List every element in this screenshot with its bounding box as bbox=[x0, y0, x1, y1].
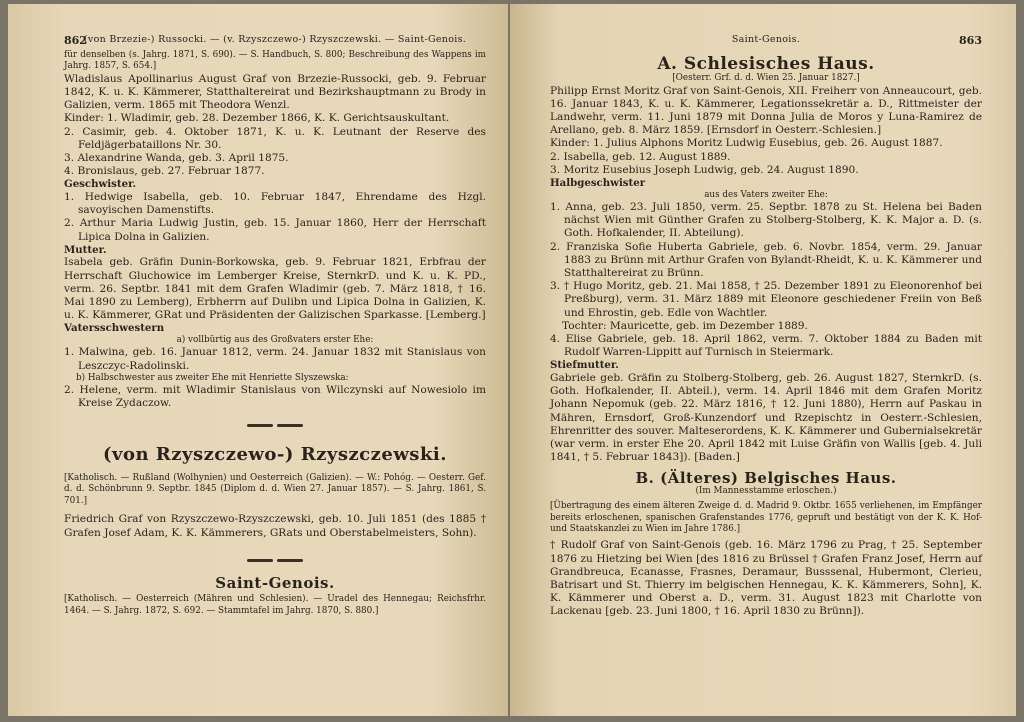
mother-entry: Isabela geb. Gräfin Dunin-Borkowska, geb. 9. Februar 1821, Erbfrau der Herrschaft Gluchowice im Lemberger Kreise, SternkrD. und K. u. K. PD., verm. 26. Septbr. 1841 mit dem Grafen Wladimir (geb. 7. März 1818, † 16. Mai 1890 zu Lemberg), Erbherrn auf Dulibn und Lipica Dolna in Galizien, K. u. K. Kämmerer, GRat und Präsidenten der Galizischen Sparkasse. [Lemberg.] bbox=[64, 256, 486, 322]
right-page-body bbox=[550, 54, 982, 619]
child-entry: 2. Casimir, geb. 4. Oktober 1871, K. u. K. Leutnant der Reserve des Feldjägerbataillons Nr. 30. bbox=[64, 125, 486, 151]
running-head-right bbox=[550, 34, 982, 50]
entry-philipp: Philipp Ernst Moritz Graf von Saint-Genois, XII. Freiherr von Anneaucourt, geb. 16. Januar 1843, K. u. K. Kämmerer, Legationssekretär a. D., Rittmeister der Landwehr, verm. 11. Juni 1879 mit Donna Julia de Moros y Luna-Ramirez de Arellano, geb. 8. März 1859. [Ernsdorf in Oesterr.-Schlesien.] bbox=[550, 84, 982, 137]
page-number: 862 bbox=[64, 34, 87, 47]
stepmother-entry: Gabriele geb. Gräfin zu Stolberg-Stolberg, geb. 26. August 1827, SternkrD. (s. Goth. Hofkalender, II. Abteil.), verm. 14. April 1846 mit dem Grafen Moritz Johann Nepomuk (geb. 22. März 1816, † 12. Juni 1880), Herrn auf Paskau in Mähren, Ernsdorf, Groß-Kunzendorf und Rzepischtz in Oesterr.-Schlesien, Ehrenritter des souver. Malteserordens, K. K. Kämmerer und Gubernialsekretär (war verm. in erster Ehe 20. April 1842 mit Luise Gräfin von Wallis [geb. 4. Juli 1841, † 5. Februar 1843]). [Baden.] bbox=[550, 372, 982, 464]
section-note: [Oesterr. Grf. d. d. Wien 25. Januar 1827.] bbox=[672, 73, 860, 84]
running-head-text: (von Brzezie-) Russocki. — (v. Rzyszczewo-) Rzyszczewski. — Saint-Genois. bbox=[83, 34, 467, 45]
section-subhead: Vatersschwestern bbox=[64, 322, 165, 335]
running-head-text: Saint-Genois. bbox=[731, 34, 801, 45]
sibling-entry: 2. Arthur Maria Ludwig Justin, geb. 15. Januar 1860, Herr der Herrschaft Lipica Dolna in Galizien. bbox=[64, 217, 486, 243]
entry-wladislaus: Wladislaus Apollinarius August Graf von Brzezie-Russocki, geb. 9. Februar 1842, K. u. K. Kämmerer, Statthaltereirat und Bezirkshauptmann zu Brody in Galizien, verm. 1865 mit Theodora Wenzl. bbox=[64, 72, 486, 112]
aunt-entry: 1. Malwina, geb. 16. Januar 1812, verm. 24. Januar 1832 mit Stanislaus von Leszczyc-Radolinski. bbox=[64, 346, 486, 372]
section-title: Saint-Genois. bbox=[215, 573, 335, 592]
half-sibling-entry: 4. Elise Gabriele, geb. 18. April 1862, verm. 7. Oktober 1884 zu Baden mit Rudolf Warren-Lippitt auf Turnisch in Steiermark. bbox=[550, 333, 982, 359]
half-sibling-entry: 1. Anna, geb. 23. Juli 1850, verm. 25. Septbr. 1878 zu St. Helena bei Baden nächst Wien mit Günther Grafen zu Stolberg-Stolberg, K. K. Major a. D. (s. Goth. Hofkalender, II. Abteilung). bbox=[550, 201, 982, 240]
ornament-divider bbox=[64, 554, 486, 567]
section-subhead: Geschwister. bbox=[64, 178, 137, 191]
section-subhead: Halbgeschwister bbox=[550, 177, 646, 190]
text-line: für denselben (s. Jahrg. 1871, S. 690). — S. Handbuch, S. 800; Beschreibung des Wappens im Jahrg. 1857, S. 654.] bbox=[64, 50, 486, 72]
text-line: a) vollbürtig aus des Großvaters erster Ehe: bbox=[176, 335, 374, 346]
child-entry: 2. Isabella, geb. 12. August 1889. bbox=[550, 150, 731, 163]
children-line: Kinder: 1. Julius Alphons Moritz Ludwig Eusebius, geb. 26. August 1887. bbox=[550, 137, 943, 150]
section-note: [Katholisch. — Oesterreich (Mähren und Schlesien). — Uradel des Hennegau; Reichsfrhr. 1464. — S. Jahrg. 1872, S. 692. — Stammtafel im Jahrg. 1870, S. 880.] bbox=[64, 594, 486, 616]
section-note: [Übertragung des einem älteren Zweige d. d. Madrid 9. Oktbr. 1655 verliehenen, im Empfänger bereits erloschenen, spanischen Grafenstandes 1776, gepruft und bestätigt von der K. K. Hof- und Staatskanzlei zu Wien im Jahre 1786.] bbox=[550, 501, 982, 534]
sibling-entry: 1. Hedwige Isabella, geb. 10. Februar 1847, Ehrendame des Hzgl. savoyischen Damenstifts. bbox=[64, 191, 486, 217]
child-entry: 3. Moritz Eusebius Joseph Ludwig, geb. 24. August 1890. bbox=[550, 163, 859, 176]
section-subhead: Mutter. bbox=[64, 243, 107, 256]
left-page-body bbox=[64, 50, 486, 617]
section-subhead: Stiefmutter. bbox=[550, 359, 619, 372]
entry-rudolf: † Rudolf Graf von Saint-Genois (geb. 16. März 1796 zu Prag, † 25. September 1876 zu Hietzing bei Wien [des 1816 zu Brüssel † Grafen Franz Josef, Herrn auf Grandbreuca, Ecanasse, Frasnes, Deramaur, Busssenal, Hubermont, Clerieu, Batrisart und St. Thierry im belgischen Hennegau, K. K. Kämmerers, Sohn], K. K. Kämmerer und Oberst a. D., verm. 31. August 1823 mit Charlotte von Lackenau [geb. 23. Juni 1800, † 16. April 1830 zu Brünn]). bbox=[550, 539, 982, 618]
right-page bbox=[510, 4, 1016, 716]
aunt-entry: 2. Helene, verm. mit Wladimir Stanislaus von Wilczynski auf Nowesiolo im Kreise Zydaczow. bbox=[64, 384, 486, 410]
page-number: 863 bbox=[959, 34, 982, 47]
section-note: (Im Mannesstamme erloschen.) bbox=[695, 485, 837, 496]
section-note: [Katholisch. — Rußland (Wolhynien) und Oesterreich (Galizien). — W.: Pohóg. — Oesterr. Gef. d. d. Schönbrunn 9. Septbr. 1845 (Diplom d. d. Wien 27. Januar 1857). — S. Jahrg. 1861, S. 701.] bbox=[64, 473, 486, 506]
text-line: aus des Vaters zweiter Ehe: bbox=[704, 189, 828, 200]
left-page bbox=[8, 4, 508, 716]
daughter-line: Tochter: Mauricette, geb. im Dezember 1889. bbox=[562, 319, 808, 332]
child-entry: 4. Bronislaus, geb. 27. Februar 1877. bbox=[64, 165, 265, 178]
children-line: Kinder: 1. Wladimir, geb. 28. Dezember 1866, K. K. Gerichtsauskultant. bbox=[64, 112, 450, 125]
section-title: (von Rzyszczewo-) Rzyszczewski. bbox=[102, 443, 448, 465]
section-title: A. Schlesisches Haus. bbox=[657, 54, 875, 74]
running-head-left bbox=[64, 34, 486, 50]
child-entry: 3. Alexandrine Wanda, geb. 3. April 1875. bbox=[64, 152, 289, 165]
half-sibling-entry: 2. Franziska Sofie Huberta Gabriele, geb. 6. Novbr. 1854, verm. 29. Januar 1883 zu Brünn mit Arthur Grafen von Bylandt-Rheidt, K. u. K. Kämmerer und Statthaltereirat zu Brünn. bbox=[550, 240, 982, 280]
ornament-divider bbox=[64, 419, 486, 432]
section-title: B. (Älteres) Belgisches Haus. bbox=[635, 469, 897, 488]
half-sibling-entry: 3. † Hugo Moritz, geb. 21. Mai 1858, † 25. Dezember 1891 zu Eleonorenhof bei Preßburg), verm. 31. März 1889 mit Eleonore geschiedener Freiin von Beß und Ehrostin, geb. Edle von Wachtler. bbox=[550, 280, 982, 319]
entry-friedrich: Friedrich Graf von Rzyszczewo-Rzyszczewski, geb. 10. Juli 1851 (des 1885 † Grafen Josef Adam, K. K. Kämmerers, GRats und Oberstabelmeisters, Sohn). bbox=[64, 513, 486, 539]
text-line: b) Halbschwester aus zweiter Ehe mit Henriette Slyszewska: bbox=[76, 372, 349, 383]
